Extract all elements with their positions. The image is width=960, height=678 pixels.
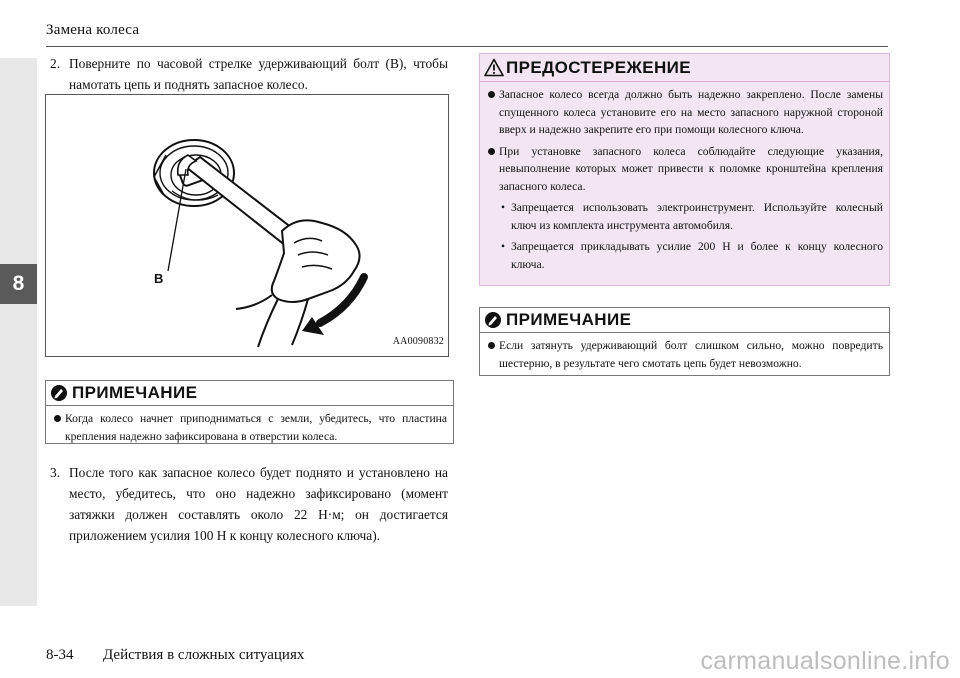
note-header: [480, 308, 889, 333]
warning-subtext: Запрещается прикладывать усилие 200 Н и более к концу колесного ключа.: [511, 240, 883, 271]
watermark: carmanualsonline.info: [700, 647, 950, 675]
warning-item: [480, 86, 889, 139]
bullet-dot: [54, 415, 61, 422]
step-3: [50, 462, 448, 546]
bullet-dot: [488, 91, 495, 98]
warning-triangle-icon: [484, 58, 504, 82]
wrench-illustration: [46, 95, 448, 356]
bullet-dot: [488, 148, 495, 155]
warning-subitem: [480, 199, 889, 234]
note-text: Когда колесо начнет приподниматься с земли, убедитесь, что пластина крепления надежно зафиксирована в отверстии колеса.: [65, 412, 447, 443]
note-title: ПРИМЕЧАНИЕ: [506, 310, 632, 329]
step-text: После того как запасное колесо будет поднято и установлено на место, убедитесь, что оно надежно зафиксировано (момент затяжки должен составлять около 22 Н·м; он достигается приложением усилия 100 Н к концу колесного ключа).: [69, 465, 448, 543]
illustration-frame: [45, 94, 449, 357]
step-2: [50, 53, 448, 95]
bullet-dot: [488, 342, 495, 349]
warning-subitem: [480, 238, 889, 273]
step-number: 2.: [50, 56, 61, 71]
note-box-right: [479, 307, 890, 376]
sub-bullet: •: [501, 201, 506, 214]
figure-code: AA0090832: [392, 336, 444, 347]
step-number: 3.: [50, 465, 61, 480]
warning-text: Запасное колесо всегда должно быть надежно закреплено. После замены спущенного колеса установите его на место запасного наружной стороной вверх и надежно закрепите его при помощи колесного ключа.: [499, 88, 883, 136]
callout-label: B: [154, 271, 164, 286]
note-title: ПРИМЕЧАНИЕ: [72, 383, 198, 402]
note-pencil-icon: [484, 311, 502, 334]
page-header-title: Замена колеса: [46, 22, 140, 38]
note-header: [46, 381, 453, 406]
note-item: [480, 337, 889, 372]
warning-title: ПРЕДОСТЕРЕЖЕНИЕ: [506, 58, 692, 77]
page-number: 8-34: [46, 647, 74, 663]
sub-bullet: •: [501, 240, 506, 253]
note-pencil-icon: [50, 384, 68, 407]
warning-item: [480, 143, 889, 196]
note-text: Если затянуть удерживающий болт слишком сильно, можно повредить шестерню, в результате чего смотать цепь будет невозможно.: [499, 339, 883, 370]
side-band: [0, 58, 37, 606]
step-text: Поверните по часовой стрелке удерживающий болт (B), чтобы намотать цепь и поднять запасное колесо.: [69, 56, 448, 92]
chapter-tab: 8: [0, 264, 37, 304]
footer-section-title: Действия в сложных ситуациях: [103, 647, 305, 663]
note-item: [46, 410, 453, 445]
note-box-left: [45, 380, 454, 444]
warning-header: [480, 54, 889, 82]
header-divider: [46, 46, 888, 47]
warning-text: При установке запасного колеса соблюдайте следующие указания, невыполнение которых может привести к поломке кронштейна крепления запасного колеса.: [499, 144, 883, 193]
warning-box: [479, 53, 890, 286]
warning-subtext: Запрещается использовать электроинструмент. Используйте колесный ключ из комплекта инструмента автомобиля.: [511, 201, 883, 232]
